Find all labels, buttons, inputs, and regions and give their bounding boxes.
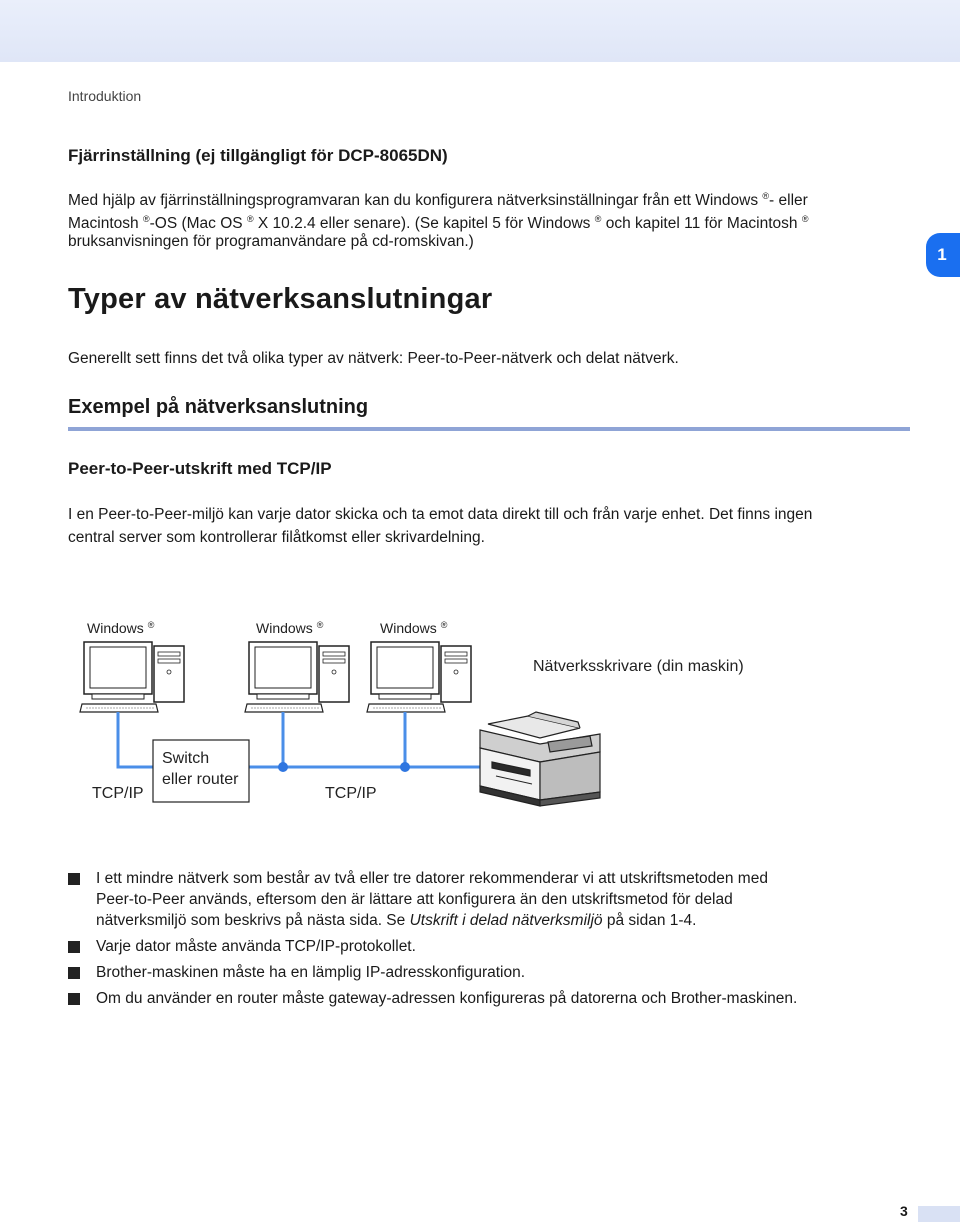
printer-label: Nätverksskrivare (din maskin) bbox=[533, 658, 744, 675]
remote-setup-line2: Macintosh ®-OS (Mac OS ® X 10.2.4 eller senare). (Se kapitel 5 för Windows ® och kapitel 11 för Macintosh ® bbox=[68, 214, 809, 233]
computer-icon-1 bbox=[80, 642, 184, 712]
pc-label-2: Windows ® bbox=[256, 620, 324, 636]
bullet-square-icon bbox=[68, 941, 80, 953]
tcp-label-right: TCP/IP bbox=[325, 785, 377, 802]
breadcrumb: Introduktion bbox=[68, 88, 142, 104]
switch-label-line1: Switch bbox=[162, 750, 210, 767]
junction-dot bbox=[400, 762, 410, 772]
list-item: Om du använder en router måste gateway-adressen konfigureras på datorerna och Brother-maskinen. bbox=[68, 988, 918, 1009]
junction-dot bbox=[278, 762, 288, 772]
example-para-line2: central server som kontrollerar filåtkomst eller skrivardelning. bbox=[68, 529, 485, 546]
remote-setup-title: Fjärrinställning (ej tillgängligt för DCP-8065DN) bbox=[68, 146, 448, 165]
footer-band bbox=[918, 1206, 960, 1222]
remote-setup-line3: bruksanvisningen för programanvändare på cd-romskivan.) bbox=[68, 233, 474, 250]
pc-label-3: Windows ® bbox=[380, 620, 448, 636]
computer-icon-2 bbox=[245, 642, 349, 712]
computer-icon-3 bbox=[367, 642, 471, 712]
list-item: I ett mindre nätverk som består av två eller tre datorer rekommenderar vi att utskriftsmetoden med Peer-to-Peer används, eftersom den är lättare att konfigurera än den utskriftsmetod för delad nätverksmiljö som beskrivs på nästa sida. Se Utskrift i delad nätverksmiljö på sidan 1-4. bbox=[68, 868, 918, 931]
chapter-tab[interactable]: 1 bbox=[926, 233, 960, 277]
printer-icon bbox=[480, 712, 600, 806]
example-subtitle: Peer-to-Peer-utskrift med TCP/IP bbox=[68, 459, 332, 478]
bullet-list bbox=[68, 868, 918, 1014]
bullet-square-icon bbox=[68, 873, 80, 885]
remote-setup-line1: Med hjälp av fjärrinställningsprogramvaran kan du konfigurera nätverksinställningar från ett Windows ®- eller bbox=[68, 191, 808, 210]
page-number: 3 bbox=[900, 1203, 908, 1219]
cross-reference-link[interactable]: Utskrift i delad nätverksmiljö bbox=[409, 912, 603, 929]
network-diagram bbox=[0, 600, 960, 820]
bullet-square-icon bbox=[68, 967, 80, 979]
list-item: Varje dator måste använda TCP/IP-protokollet. bbox=[68, 936, 918, 957]
tcp-label-left: TCP/IP bbox=[92, 785, 144, 802]
pc-label-1: Windows ® bbox=[87, 620, 155, 636]
bullet-square-icon bbox=[68, 993, 80, 1005]
list-item: Brother-maskinen måste ha en lämplig IP-adresskonfiguration. bbox=[68, 962, 918, 983]
switch-label-line2: eller router bbox=[162, 771, 239, 788]
section-intro: Generellt sett finns det två olika typer av nätverk: Peer-to-Peer-nätverk och delat nätverk. bbox=[68, 350, 679, 367]
header-band bbox=[0, 0, 960, 62]
example-para-line1: I en Peer-to-Peer-miljö kan varje dator skicka och ta emot data direkt till och från varje enhet. Det finns ingen bbox=[68, 506, 813, 523]
example-title: Exempel på nätverksanslutning bbox=[68, 396, 369, 418]
section-rule bbox=[68, 427, 910, 431]
section-title: Typer av nätverksanslutningar bbox=[68, 283, 493, 315]
